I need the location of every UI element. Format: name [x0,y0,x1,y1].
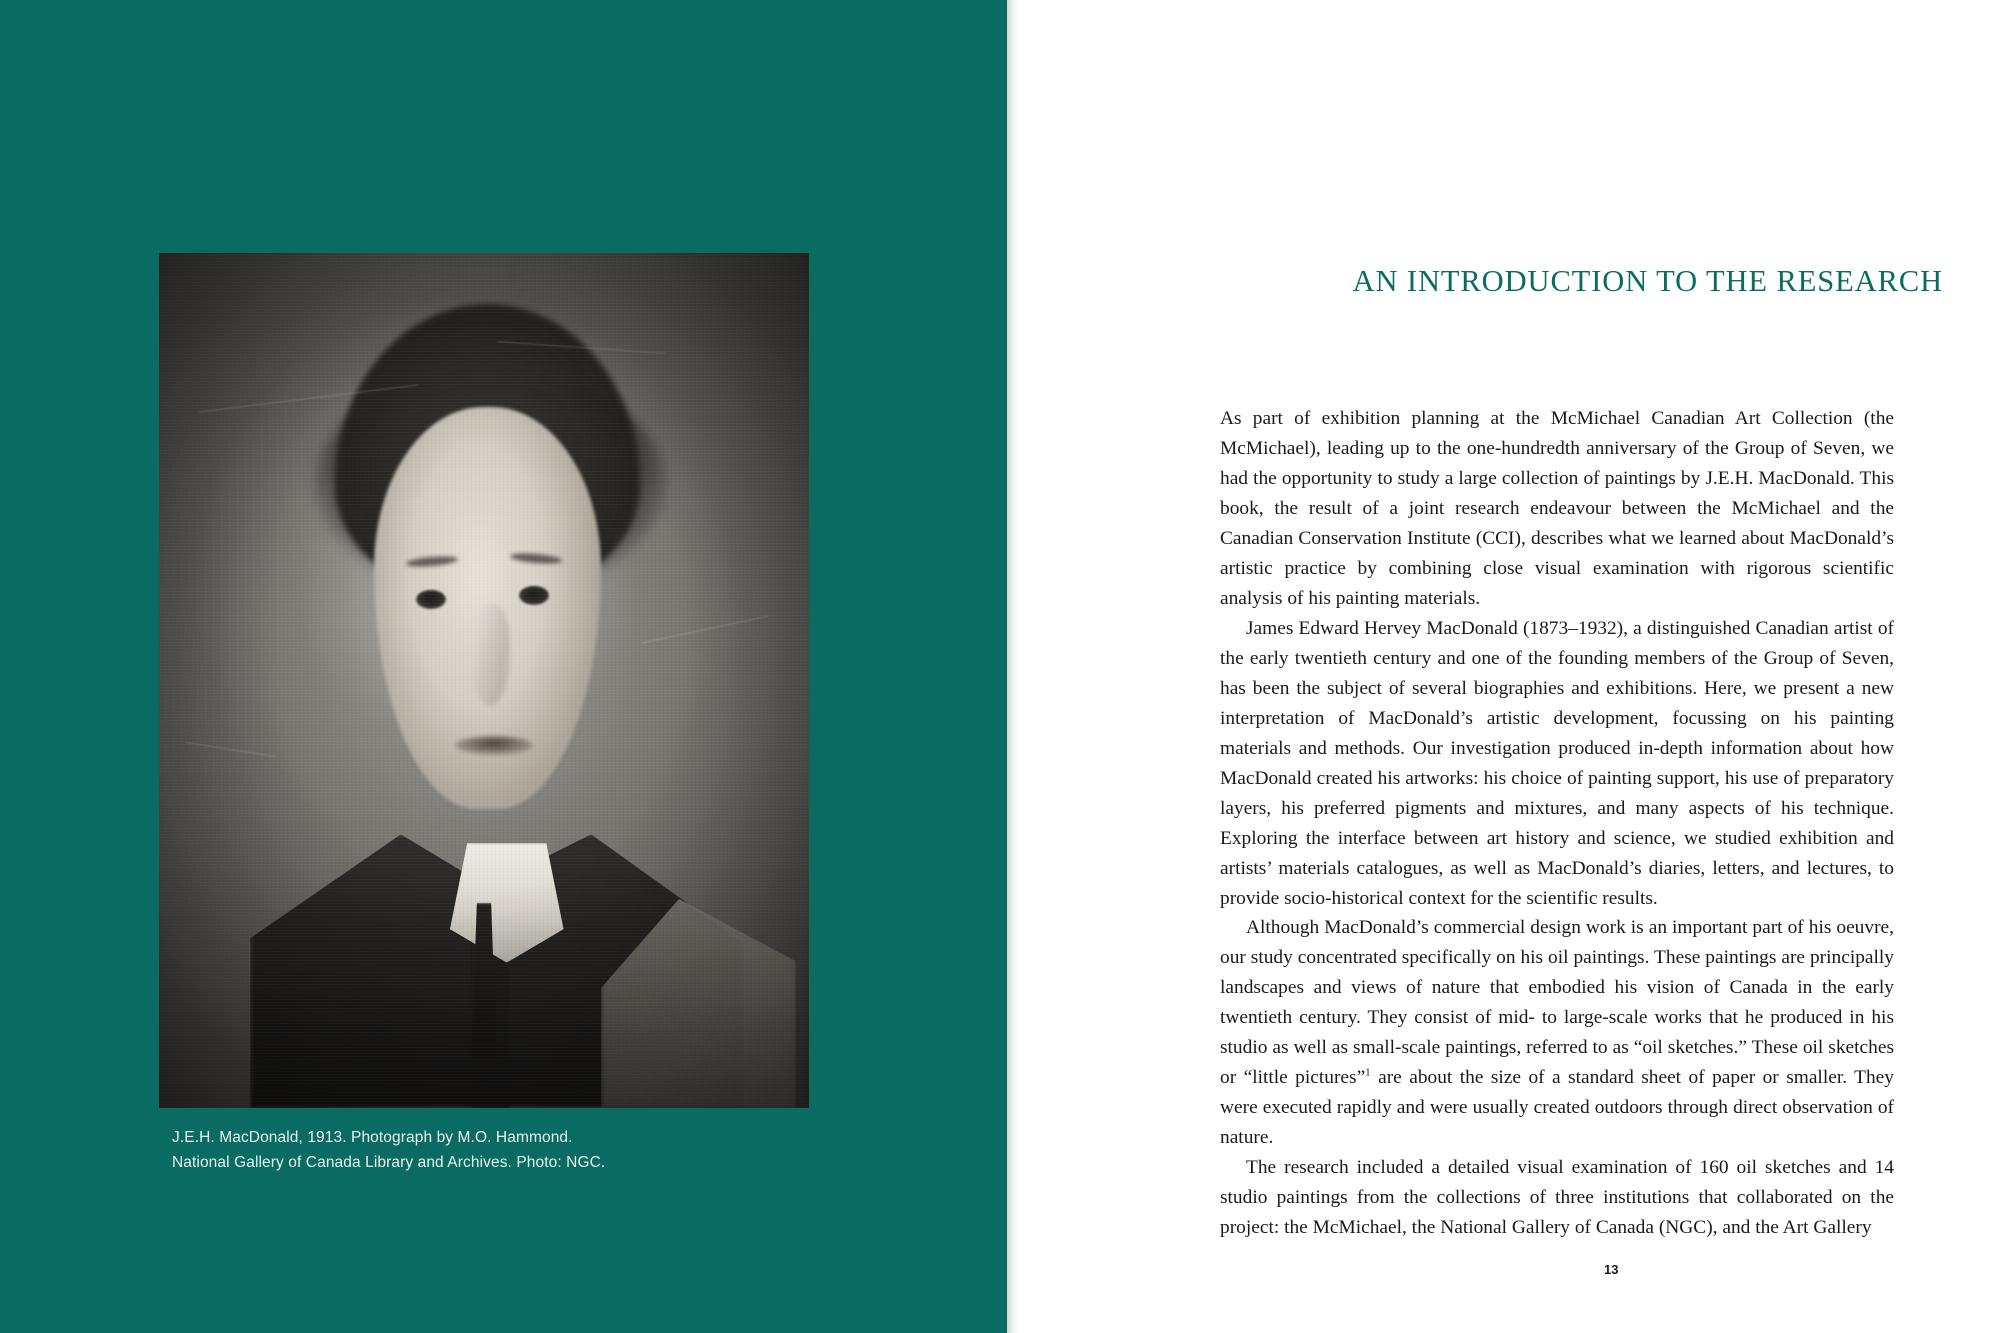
paragraph-3-part-a: Although MacDonald’s commercial design work is an important part of his oeuvre, our study concentrated specifically on his oil paintings. These paintings are principally landscapes and views of nature that embodied his vision of Canada in the early twentieth century. They consist of mid- to large-scale works that he produced in his studio as well as small-scale paintings, referred to as “oil sketches.” These oil sketches or “little pictures” [1220,917,1894,1089]
body-text-column [1220,404,1894,1243]
page-number: 13 [1604,1262,1619,1277]
page-title: AN INTRODUCTION TO THE RESEARCH [1352,264,1943,299]
footnote-marker: 1 [1365,1066,1371,1079]
paragraph-3 [1220,913,1894,1153]
page-gutter [1007,0,1021,1333]
paragraph-3-part-b: are about the size of a standard sheet of paper or smaller. They were executed rapidly and were usually created outdoors through direct observation of nature. [1220,1067,1894,1149]
right-page [1021,0,2000,1333]
paragraph-1: As part of exhibition planning at the McMichael Canadian Art Collection (the McMichael), leading up to the one-hundredth anniversary of the Group of Seven, we had the opportunity to study a large collection of paintings by J.E.H. MacDonald. This book, the result of a joint research endeavour between the McMichael and the Canadian Conservation Institute (CCI), describes what we learned about MacDonald’s artistic practice by combining close visual examination with rigorous scientific analysis of his painting materials. [1220,408,1894,609]
caption-line-1: J.E.H. MacDonald, 1913. Photograph by M.O. Hammond. [172,1129,573,1146]
photo-vignette [159,253,809,1108]
caption-line-2: National Gallery of Canada Library and Archives. Photo: NGC. [172,1154,606,1172]
paragraph-2: James Edward Hervey MacDonald (1873–1932), a distinguished Canadian artist of the early twentieth century and one of the founding members of the Group of Seven, has been the subject of several biographies and exhibitions. Here, we present a new interpretation of MacDonald’s artistic development, focussing on his painting materials and methods. Our investigation produced in-depth information about how MacDonald created his artworks: his choice of painting support, his use of preparatory layers, his preferred pigments and mixtures, and many aspects of his technique. Exploring the interface between art history and science, we studied exhibition and artists’ materials catalogues, as well as MacDonald’s diaries, letters, and lectures, to provide socio-historical context for the scientific results. [1220,617,1894,909]
photograph-image [159,253,809,1108]
photograph-caption [172,1125,812,1175]
paragraph-4: The research included a detailed visual examination of 160 oil sketches and 14 studio paintings from the collections of three institutions that collaborated on the project: the McMichael, the National Gallery of Canada (NGC), and the Art Gallery [1220,1157,1894,1239]
portrait-photograph [159,253,809,1108]
